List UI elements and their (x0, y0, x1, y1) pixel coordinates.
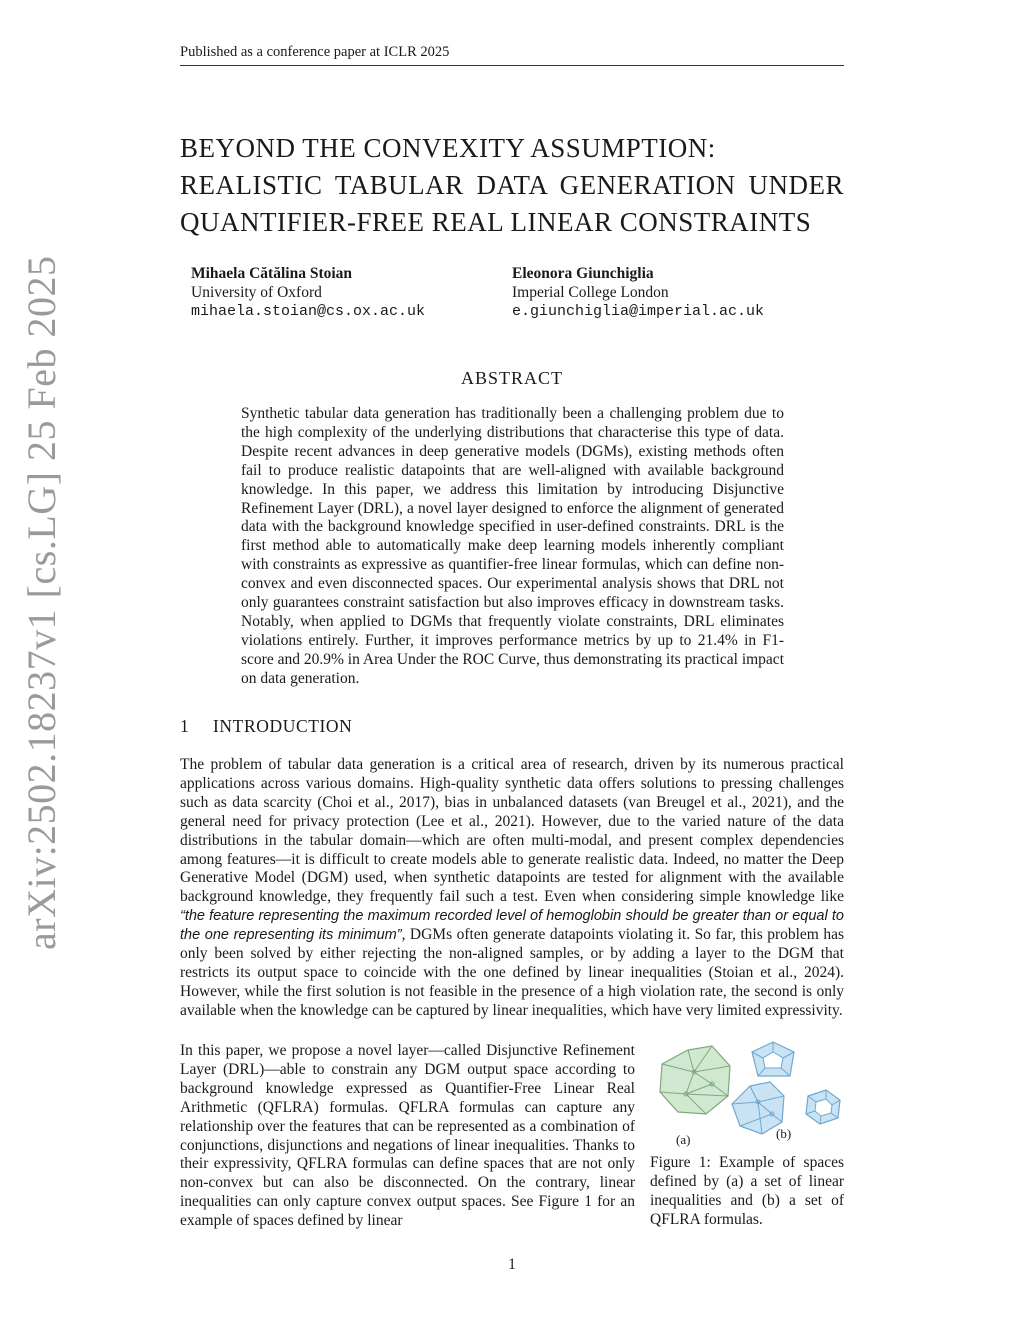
convex-polytope-shape (660, 1046, 730, 1114)
author-affiliation: Imperial College London (512, 284, 669, 301)
figure-label-b: (b) (776, 1126, 792, 1141)
figure-label-a: (a) (676, 1132, 691, 1147)
section-title: INTRODUCTION (213, 716, 353, 736)
figure-1-illustration (650, 1038, 844, 1146)
intro-p1-text-a: The problem of tabular data generation is a critical area of research, driven by its numerous practical applications across various domains. High-quality synthetic data offers solutions to pressing challenges such as data scarcity (Choi et al., 2017), bias in unbalanced datasets (van Breugel et al., 2021), and the general need for privacy protection (Lee et al., 2021). However, due to the varied nature of the data distributions in the tabular domain—which are often multi-modal, and present complex dependencies among features—it is difficult to create models able to generate realistic data. Indeed, no matter the Deep Generative Model (DGM) used, when synthetic datapoints are tested for alignment with the available background knowledge, they frequently fail such a test. Even when considering simple knowledge like (180, 756, 844, 906)
section-number: 1 (180, 716, 190, 736)
author-name: Eleonora Giunchiglia (512, 265, 654, 282)
page-number: 1 (508, 1256, 516, 1273)
author-block-1 (191, 264, 425, 321)
intro-paragraph-2: In this paper, we propose a novel layer—called Disjunctive Refinement Layer (DRL)—able to constrain any DGM output space according to background knowledge expressed as Quantifier-Free Linear Real Arithmetic (QFLRA) formulas. QFLRA formulas can capture any relationship over the features that can be represented as a combination of conjunctions, disjunctions and negations of linear inequalities. Thanks to their expressivity, QFLRA formulas can define spaces that are not only non-convex but can also be disconnected. On the contrary, linear inequalities can only capture convex output spaces. See Figure 1 for an example of spaces defined by linear (180, 1042, 635, 1230)
pentagon-ring-shape (752, 1042, 794, 1076)
abstract-text: Synthetic tabular data generation has traditionally been a challenging problem due to the high complexity of the underlying distributions that characterise this type of data. Despite recent advances in deep generative models (DGMs), existing methods often fail to produce realistic datapoints that are well-aligned with available background knowledge. In this paper, we address this limitation by introducing Disjunctive Refinement Layer (DRL), a novel layer designed to enforce the alignment of generated data with the background knowledge specified in user-defined constraints. DRL is the first method able to automatically make deep learning models inherently compliant with constraints as expressive as quantifier-free linear formulas, which can define non-convex and even disconnected spaces. Our experimental analysis shows that DRL not only guarantees constraint satisfaction but also improves efficacy in downstream tasks. Notably, when applied to DGMs that frequently violate constraints, DRL eliminates violations entirely. Further, it improves performance metrics by up to 21.4% in F1-score and 20.9% in Area Under the ROC Curve, thus demonstrating its practical impact on data generation. (241, 405, 784, 687)
abstract-heading: ABSTRACT (460, 368, 564, 388)
section-heading-introduction (180, 716, 352, 737)
running-header: Published as a conference paper at ICLR 2025 (180, 44, 844, 66)
figure-1-caption: Figure 1: Example of spaces defined by (a) a set of linear inequalities and (b) a set of QFLRA formulas. (650, 1154, 844, 1228)
hemoglobin-quote: “the feature representing the maximum recorded level of hemoglobin should be greater than or equal to the one representing its minimum” (180, 908, 844, 944)
intro-p1-text-b: , DGMs often generate datapoints violating it. So far, this problem has only been solved by either rejecting the non-aligned samples, or by adding a layer to the DGM that restricts its output space to coincide with the one defined by linear inequalities (Stoian et al., 2024). However, while the first solution is not feasible in the presence of a high violation rate, the second is only available when the knowledge can be captured by linear inequalities, which have very limited expressivity. (180, 926, 844, 1019)
title-line-1: BEYOND THE CONVEXITY ASSUMPTION: (180, 133, 716, 163)
author-name: Mihaela Cătălina Stoian (191, 265, 353, 282)
author-affiliation: University of Oxford (191, 284, 322, 301)
author-block-2 (512, 264, 764, 321)
paper-title (180, 130, 844, 241)
intro-paragraph-1 (180, 756, 844, 1021)
title-line-2: REALISTIC TABULAR DATA GENERATION UNDER (180, 170, 844, 200)
arxiv-identifier: arXiv:2502.18237v1 [cs.LG] 25 Feb 2025 (19, 255, 64, 950)
author-email: mihaela.stoian@cs.ox.ac.uk (191, 303, 426, 320)
hexagon-ring-shape (806, 1090, 840, 1124)
title-line-3: QUANTIFIER-FREE REAL LINEAR CONSTRAINTS (180, 207, 812, 237)
author-email: e.giunchiglia@imperial.ac.uk (512, 303, 765, 320)
